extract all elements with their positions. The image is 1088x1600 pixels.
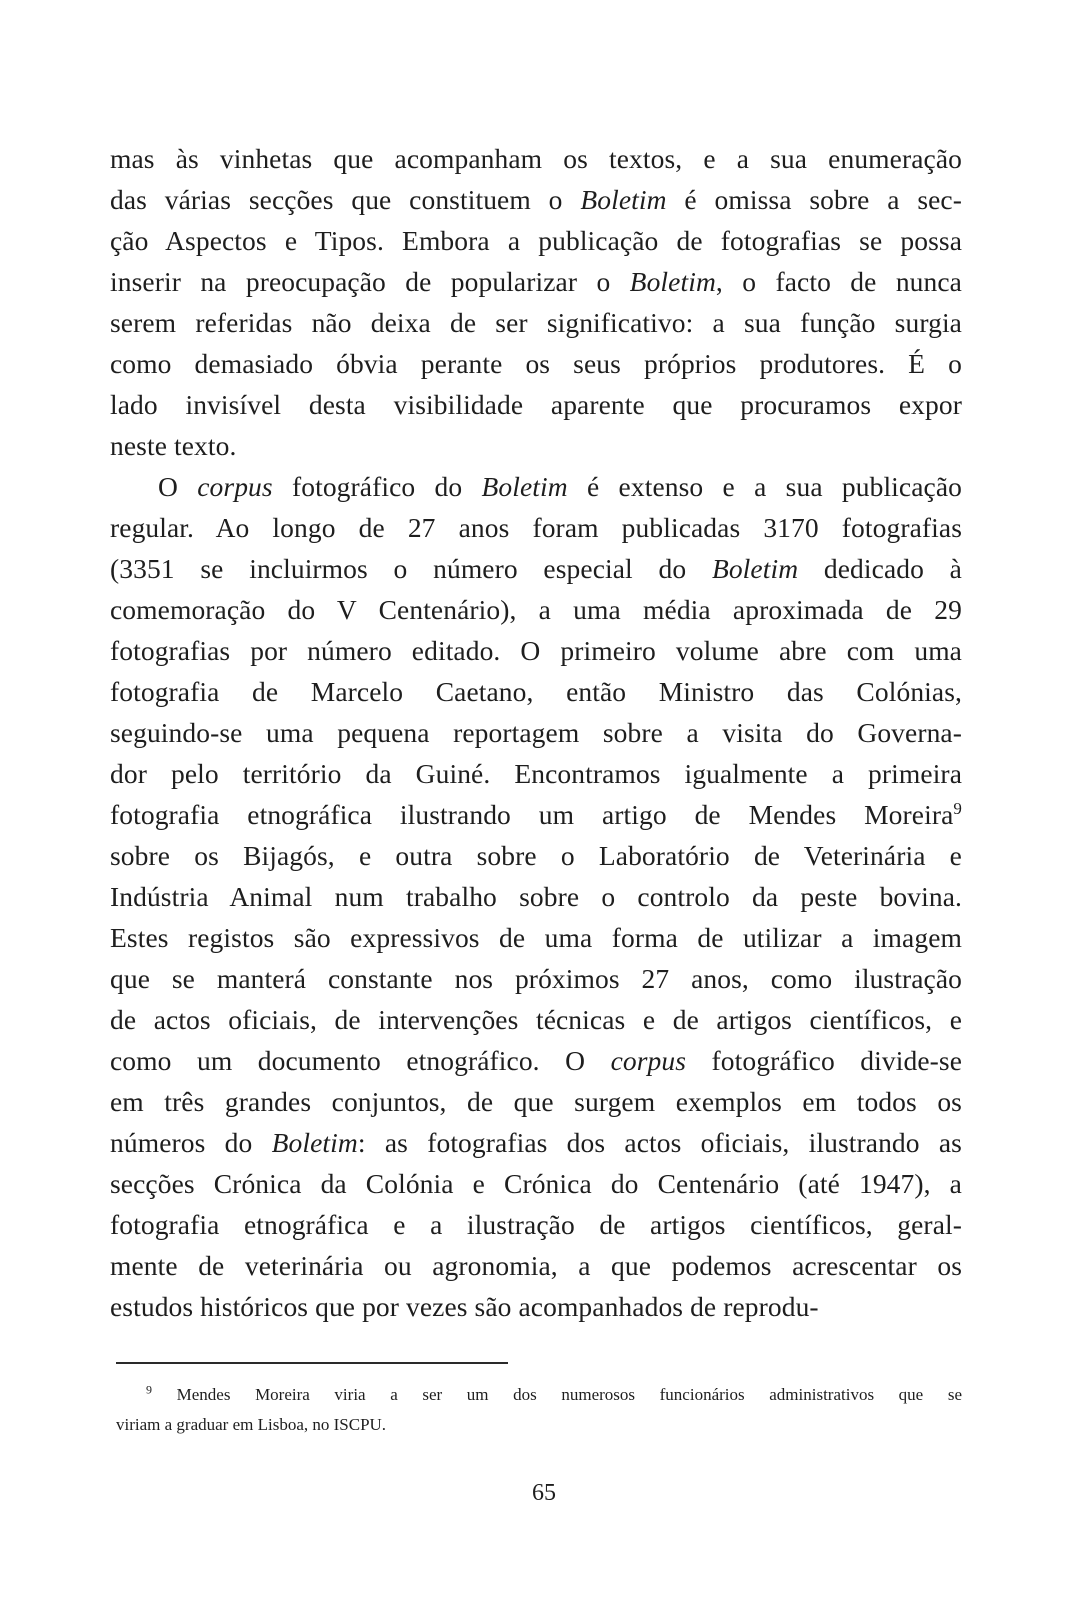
text-line — [110, 466, 962, 507]
text-segment: fotografias por número editado. O primeiro volume abre com uma — [110, 635, 962, 666]
text-line — [110, 179, 962, 220]
text-segment: (3351 se incluirmos o número especial do — [110, 553, 712, 584]
text-line — [110, 835, 962, 876]
text-segment: serem referidas não deixa de ser significativo: a sua função surgia — [110, 307, 962, 338]
italic-text: Boletim — [629, 266, 716, 297]
text-segment: das várias secções que constituem o — [110, 184, 581, 215]
text-line — [110, 261, 962, 302]
text-line — [110, 507, 962, 548]
text-line — [110, 384, 962, 425]
text-segment: lado invisível desta visibilidade aparente que procuramos expor — [110, 389, 962, 420]
text-line — [110, 1204, 962, 1245]
text-line — [110, 138, 962, 179]
italic-text: corpus — [610, 1045, 687, 1076]
text-segment: dedicado à — [798, 553, 962, 584]
text-segment: Indústria Animal num trabalho sobre o controlo da peste bovina. — [110, 881, 962, 912]
text-segment: fotografia de Marcelo Caetano, então Ministro das Colónias, — [110, 676, 962, 707]
footnote-9-line-2: viriam a graduar em Lisboa, no ISCPU. — [116, 1415, 387, 1434]
text-segment: fotográfico do — [272, 471, 482, 502]
text-segment: : as fotografias dos actos oficiais, ilustrando as — [357, 1127, 962, 1158]
paragraph-2 — [110, 466, 962, 1327]
text-line — [110, 1245, 962, 1286]
text-line — [110, 1081, 962, 1122]
text-segment: números do — [110, 1127, 272, 1158]
text-segment: mente de veterinária ou agronomia, a que podemos acrescentar os — [110, 1250, 962, 1281]
text-line — [110, 1122, 962, 1163]
text-line — [110, 630, 962, 671]
text-line — [110, 425, 962, 466]
paragraph-1 — [110, 138, 962, 466]
text-line — [110, 589, 962, 630]
italic-text: Boletim — [711, 553, 799, 584]
italic-text: corpus — [197, 471, 273, 502]
text-segment: estudos históricos que por vezes são acompanhados de reprodu- — [110, 1291, 819, 1322]
text-segment: comemoração do V Centenário), a uma média aproximada de 29 — [110, 594, 962, 625]
footnotes — [116, 1380, 962, 1440]
text-segment: fotográfico divide-se — [686, 1045, 962, 1076]
text-segment: fotografia etnográfica ilustrando um artigo de Mendes Moreira — [110, 799, 954, 830]
text-segment: , o facto de nunca — [715, 266, 962, 297]
footnote-9-marker: 9 — [146, 1382, 152, 1397]
text-segment: neste texto. — [110, 430, 237, 461]
text-line — [110, 794, 962, 835]
text-segment: inserir na preocupação de popularizar o — [110, 266, 630, 297]
text-segment: que se manterá constante nos próximos 27 anos, como ilustração — [110, 963, 962, 994]
text-segment: em três grandes conjuntos, de que surgem exemplos em todos os — [110, 1086, 962, 1117]
text-line — [110, 1286, 962, 1327]
text-line — [110, 876, 962, 917]
text-segment: de actos oficiais, de intervenções técnicas e de artigos científicos, e — [110, 1004, 962, 1035]
text-segment: mas às vinhetas que acompanham os textos, e a sua enumeração — [110, 143, 962, 174]
text-line — [110, 999, 962, 1040]
text-segment: Estes registos são expressivos de uma forma de utilizar a imagem — [110, 922, 962, 953]
text-line — [110, 302, 962, 343]
text-line — [110, 1040, 962, 1081]
text-line — [110, 917, 962, 958]
text-segment: O — [158, 471, 198, 502]
text-segment: regular. Ao longo de 27 anos foram publicadas 3170 fotografias — [110, 512, 962, 543]
text-line — [110, 343, 962, 384]
text-line — [110, 958, 962, 999]
text-line — [110, 220, 962, 261]
text-segment: ção Aspectos e Tipos. Embora a publicação de fotografias se possa — [110, 225, 962, 256]
footnote-separator — [116, 1362, 508, 1364]
footnote-9-line-1 — [116, 1380, 962, 1410]
text-line — [110, 548, 962, 589]
text-segment: é omissa sobre a sec- — [666, 184, 962, 215]
text-segment: dor pelo território da Guiné. Encontramos igualmente a primeira — [110, 758, 962, 789]
text-segment: como um documento etnográfico. O — [110, 1045, 611, 1076]
text-segment: seguindo-se uma pequena reportagem sobre a visita do Governa- — [110, 717, 962, 748]
italic-text: Boletim — [271, 1127, 358, 1158]
text-line — [110, 671, 962, 712]
page-number: 65 — [532, 1480, 556, 1506]
body-text — [110, 138, 962, 1327]
text-segment: secções Crónica da Colónia e Crónica do Centenário (até 1947), a — [110, 1168, 962, 1199]
footnote-9-text-1: Mendes Moreira viria a ser um dos numerosos funcionários administrativos que se — [176, 1385, 962, 1404]
italic-text: Boletim — [580, 184, 667, 215]
text-segment: como demasiado óbvia perante os seus próprios produtores. É o — [110, 348, 962, 379]
text-segment: é extenso e a sua publicação — [567, 471, 962, 502]
italic-text: Boletim — [481, 471, 568, 502]
text-line — [110, 1163, 962, 1204]
footnote-reference: 9 — [953, 798, 962, 818]
text-segment: sobre os Bijagós, e outra sobre o Laboratório de Veterinária e — [110, 840, 962, 871]
text-line — [110, 753, 962, 794]
text-line — [110, 712, 962, 753]
text-segment: fotografia etnográfica e a ilustração de artigos científicos, geral- — [110, 1209, 962, 1240]
